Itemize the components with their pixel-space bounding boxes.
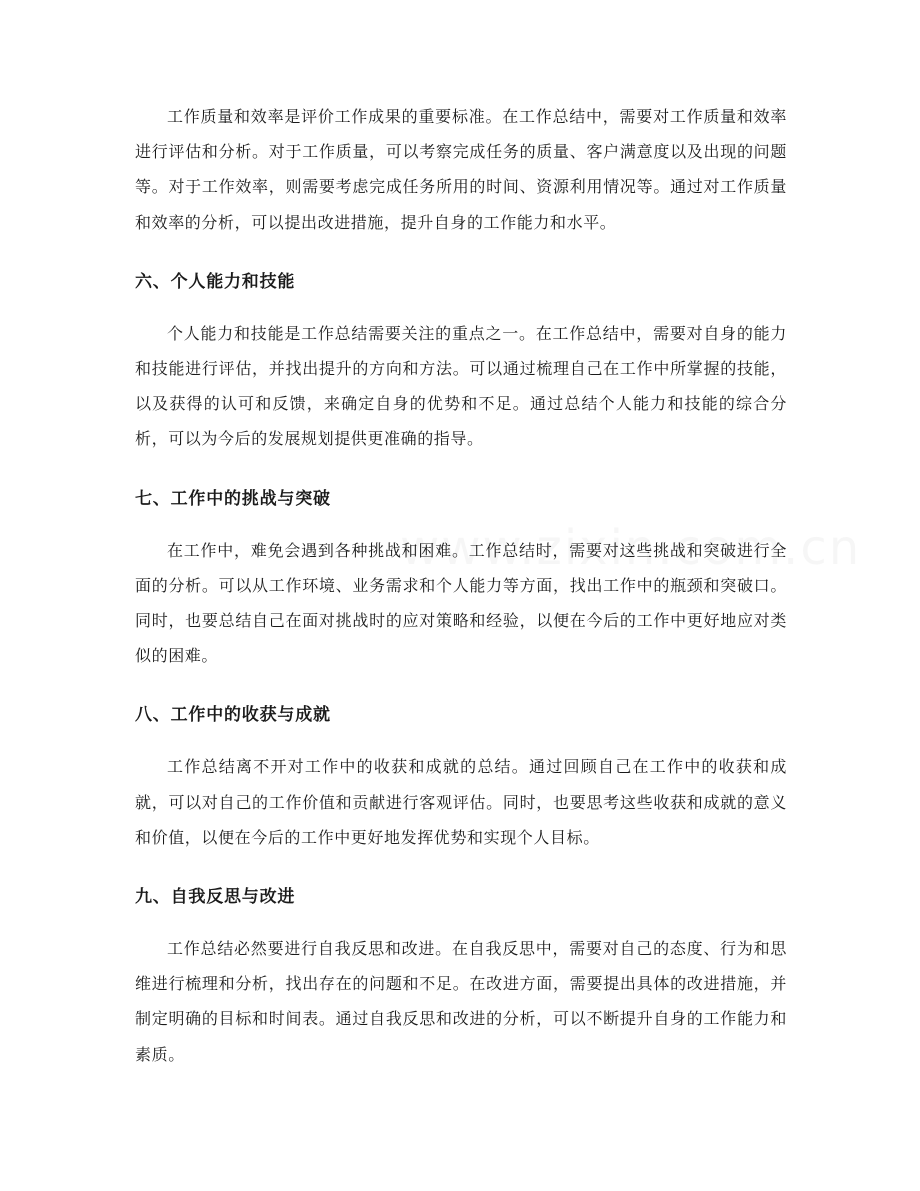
section-6-heading: 六、个人能力和技能 xyxy=(135,271,296,292)
section-7-heading: 七、工作中的挑战与突破 xyxy=(135,488,331,509)
section-9-paragraph: 工作总结必然要进行自我反思和改进。在自我反思中，需要对自己的态度、行为和思维进行梳理和分析，找出存在的问题和不足。在改进方面，需要提出具体的改进措施，并制定明确的目标和时间表。通过自我反思和改进的分析，可以不断提升自身的工作能力和素质。 xyxy=(135,939,787,1064)
section-7-paragraph: 在工作中，难免会遇到各种挑战和困难。工作总结时，需要对这些挑战和突破进行全面的分析。可以从工作环境、业务需求和个人能力等方面，找出工作中的瓶颈和突破口。同时，也要总结自己在面对挑战时的应对策略和经验，以便在今后的工作中更好地应对类似的困难。 xyxy=(135,540,787,666)
intro-paragraph: 工作质量和效率是评价工作成果的重要标准。在工作总结中，需要对工作质量和效率进行评估和分析。对于工作质量，可以考察完成任务的质量、客户满意度以及出现的问题等。对于工作效率，则需要考虑完成任务所用的时间、资源利用情况等。通过对工作质量和效率的分析，可以提出改进措施，提升自身的工作能力和水平。 xyxy=(135,107,787,232)
section-6-paragraph: 个人能力和技能是工作总结需要关注的重点之一。在工作总结中，需要对自身的能力和技能进行评估，并找出提升的方向和方法。可以通过梳理自己在工作中所掌握的技能，以及获得的认可和反馈，来确定自身的优势和不足。通过总结个人能力和技能的综合分析，可以为今后的发展规划提供更准确的指导。 xyxy=(135,323,787,449)
section-8-heading: 八、工作中的收获与成就 xyxy=(135,705,331,726)
section-8-paragraph: 工作总结离不开对工作中的收获和成就的总结。通过回顾自己在工作中的收获和成就，可以对自己的工作价值和贡献进行客观评估。同时，也要思考这些收获和成就的意义和价值，以便在今后的工作中更好地发挥优势和实现个人目标。 xyxy=(135,757,787,847)
section-9-heading: 九、自我反思与改进 xyxy=(135,887,296,908)
